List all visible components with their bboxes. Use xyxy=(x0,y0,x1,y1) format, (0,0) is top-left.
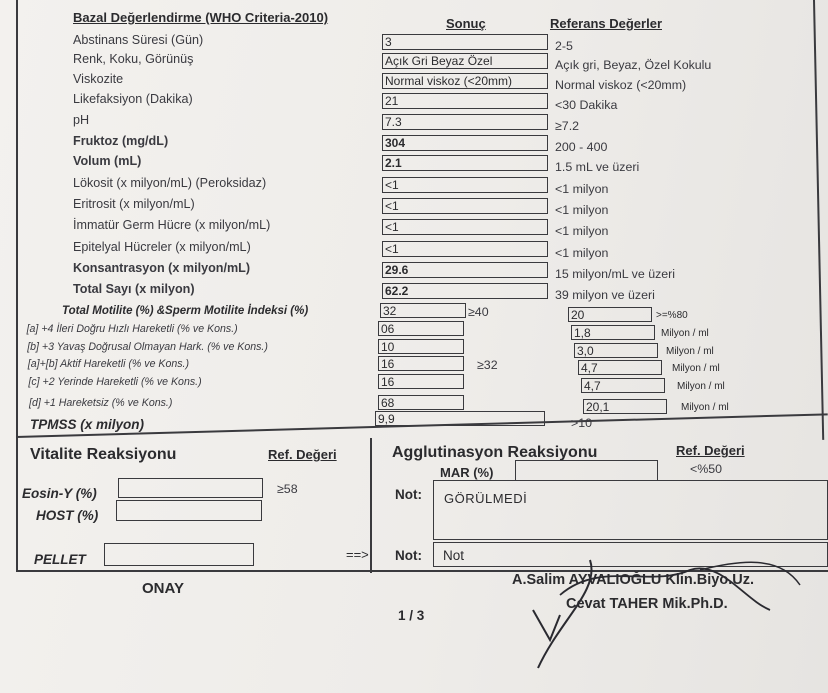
tpmss-reference: >10 xyxy=(571,416,593,430)
motility-label: [a]+[b] Aktif Hareketli (% ve Kons.) xyxy=(27,358,190,370)
note-value: GÖRÜLMEDİ xyxy=(444,491,528,506)
signer-2: Cevat TAHER Mik.Ph.D. xyxy=(566,596,728,612)
vitalite-title: Vitalite Reaksiyonu xyxy=(30,446,177,463)
motility-concentration: 4,7 xyxy=(578,360,662,375)
row-label: İmmatür Germ Hücre (x milyon/mL) xyxy=(73,218,271,232)
motility-unit: Milyon / ml xyxy=(661,328,709,339)
signer-1: A.Salim AYVALIOĞLU Klin.Biyo.Uz. xyxy=(512,572,754,588)
row-reference: <1 milyon xyxy=(555,203,609,217)
row-reference: <1 milyon xyxy=(555,182,609,196)
note2-field xyxy=(433,542,828,567)
row-label: pH xyxy=(73,113,90,127)
row-value: 7.3 xyxy=(382,114,548,130)
motility-value: 16 xyxy=(378,356,464,371)
motility-value: 16 xyxy=(378,374,464,389)
row-value: <1 xyxy=(382,198,548,214)
note2-value: Not xyxy=(443,548,465,563)
motility-unit: Milyon / ml xyxy=(681,402,729,413)
row-reference: 1.5 mL ve üzeri xyxy=(555,160,640,174)
tpmss-value: 9,9 xyxy=(375,411,545,426)
agglutination-ref-title: Ref. Değeri xyxy=(676,443,745,458)
row-label: Renk, Koku, Görünüş xyxy=(73,52,194,66)
eosin-field xyxy=(118,478,263,498)
row-reference: <1 milyon xyxy=(555,224,609,238)
row-value: 2.1 xyxy=(382,155,548,171)
note-label: Not: xyxy=(395,487,422,502)
row-reference: <1 milyon xyxy=(555,246,609,260)
host-label: HOST (%) xyxy=(36,508,99,523)
section-vertical-divider xyxy=(370,438,372,573)
row-reference: Açık gri, Beyaz, Özel Kokulu xyxy=(555,58,712,72)
note2-label: Not: xyxy=(395,548,422,563)
motility-reference: ≥32 xyxy=(477,358,498,372)
tpmss-label: TPMSS (x milyon) xyxy=(30,417,145,432)
pellet-field xyxy=(104,543,254,566)
row-reference: 15 milyon/mL ve üzeri xyxy=(555,267,676,281)
row-label: Fruktoz (mg/dL) xyxy=(73,134,169,148)
row-reference: 2-5 xyxy=(555,39,573,53)
frame-left-line xyxy=(16,0,18,570)
row-label: Konsantrasyon (x milyon/mL) xyxy=(73,261,251,275)
row-value: <1 xyxy=(382,241,548,257)
motility-unit: >=%80 xyxy=(656,310,688,321)
note-field xyxy=(433,480,828,540)
eosin-label: Eosin-Y (%) xyxy=(22,486,97,501)
motility-concentration: 20 xyxy=(568,307,652,322)
motility-label: [c] +2 Yerinde Hareketli (% ve Kons.) xyxy=(28,376,202,388)
vitalite-ref-title: Ref. Değeri xyxy=(268,447,337,462)
result-column-header: Sonuç xyxy=(446,16,486,31)
report-title: Bazal Değerlendirme (WHO Criteria-2010) xyxy=(73,10,329,25)
row-reference: 200 - 400 xyxy=(555,140,608,154)
row-reference: ≥7.2 xyxy=(555,119,580,133)
host-field xyxy=(116,500,262,521)
row-value: 21 xyxy=(382,93,548,109)
motility-unit: Milyon / ml xyxy=(666,346,714,357)
onay-label: ONAY xyxy=(142,580,184,597)
motility-unit: Milyon / ml xyxy=(677,381,725,392)
row-label: Lökosit (x milyon/mL) (Peroksidaz) xyxy=(73,176,267,190)
pellet-label: PELLET xyxy=(34,552,86,567)
row-reference: 39 milyon ve üzeri xyxy=(555,288,655,302)
frame-right-line xyxy=(813,0,824,440)
row-value: Normal viskoz (<20mm) xyxy=(382,73,548,89)
eosin-reference: ≥58 xyxy=(277,482,298,496)
arrow-text: ==> xyxy=(346,547,369,562)
row-value: <1 xyxy=(382,177,548,193)
row-value: 29.6 xyxy=(382,262,548,278)
motility-concentration: 3,0 xyxy=(574,343,658,358)
agglutination-title: Agglutinasyon Reaksiyonu xyxy=(392,444,598,461)
row-label: Abstinans Süresi (Gün) xyxy=(73,33,204,47)
motility-label: [a] +4 İleri Doğru Hızlı Hareketli (% ve Kons.) xyxy=(26,323,238,335)
motility-concentration: 4,7 xyxy=(581,378,665,393)
motility-value: 68 xyxy=(378,395,464,410)
page-number: 1 / 3 xyxy=(398,608,425,623)
row-value: 62.2 xyxy=(382,283,548,299)
mar-reference: <%50 xyxy=(690,462,723,476)
row-label: Viskozite xyxy=(73,72,124,86)
row-reference: <30 Dakika xyxy=(555,98,618,112)
row-label: Likefaksiyon (Dakika) xyxy=(73,92,193,106)
motility-concentration: 1,8 xyxy=(571,325,655,340)
row-label: Epitelyal Hücreler (x milyon/mL) xyxy=(73,240,251,254)
motility-label: [b] +3 Yavaş Doğrusal Olmayan Hark. (% ve Kons.) xyxy=(27,341,268,353)
row-label: Volum (mL) xyxy=(73,154,142,168)
motility-value: 32 xyxy=(380,303,466,318)
row-value: 3 xyxy=(382,34,548,50)
motility-concentration: 20,1 xyxy=(583,399,667,414)
row-value: 304 xyxy=(382,135,548,151)
row-reference: Normal viskoz (<20mm) xyxy=(555,78,687,92)
motility-label: Total Motilite (%) &Sperm Motilite İndeksi (%) xyxy=(62,305,309,317)
reference-column-header: Referans Değerler xyxy=(550,16,662,31)
mar-label: MAR (%) xyxy=(440,465,494,480)
motility-unit: Milyon / ml xyxy=(672,363,720,374)
row-value: <1 xyxy=(382,219,548,235)
row-label: Eritrosit (x milyon/mL) xyxy=(73,197,195,211)
motility-label: [d] +1 Hareketsiz (% ve Kons.) xyxy=(29,397,173,409)
motility-reference: ≥40 xyxy=(468,305,489,319)
motility-value: 06 xyxy=(378,321,464,336)
motility-value: 10 xyxy=(378,339,464,354)
mar-field xyxy=(515,460,658,481)
row-label: Total Sayı (x milyon) xyxy=(73,282,195,296)
row-value: Açık Gri Beyaz Özel xyxy=(382,53,548,69)
